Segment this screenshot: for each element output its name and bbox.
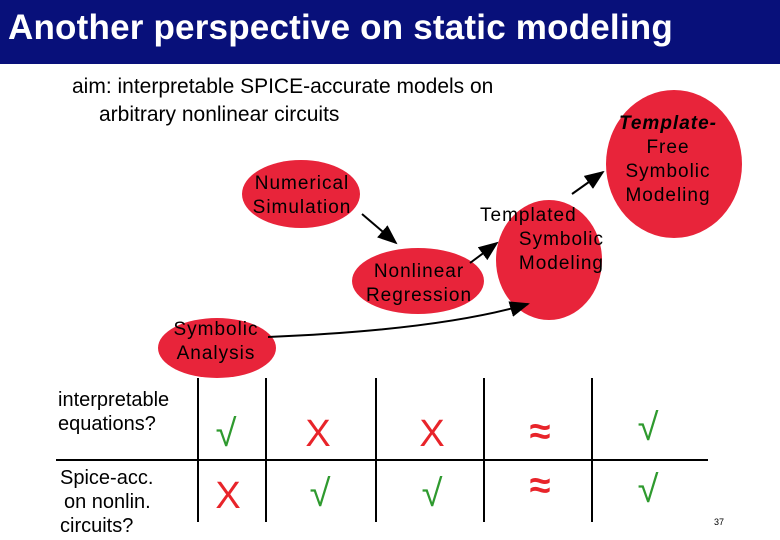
cross-mark: X <box>419 413 445 455</box>
approx-mark: ≈ <box>529 465 551 507</box>
slide-title: Another perspective on static modeling <box>8 8 673 47</box>
nonlinear-regression-label: Nonlinear Regression <box>365 261 473 306</box>
aim-line-1: aim: interpretable SPICE-accurate models on <box>72 75 494 98</box>
template-free-label: Template- Free Symbolic Modeling <box>618 113 718 206</box>
approx-mark: ≈ <box>529 411 551 453</box>
check-mark: √ <box>309 473 331 515</box>
templated-symbolic-label: Templated Symbolic Modeling <box>480 205 604 274</box>
cross-mark: X <box>305 413 331 455</box>
cross-mark: X <box>215 475 241 517</box>
check-mark: √ <box>215 413 237 455</box>
arrow-templated-to-templatefree <box>572 172 603 194</box>
question-spice-accurate: Spice-acc. on nonlin. circuits? <box>60 467 154 537</box>
check-mark: √ <box>421 473 443 515</box>
question-interpretable: interpretable equations? <box>58 389 170 435</box>
page-number: 37 <box>714 517 725 527</box>
aim-line-2: arbitrary nonlinear circuits <box>99 103 340 126</box>
arrow-analysis-to-templated <box>268 304 528 337</box>
numerical-simulation-label: Numerical Simulation <box>252 173 352 218</box>
check-mark: √ <box>637 469 659 511</box>
symbolic-analysis-label: Symbolic Analysis <box>173 319 259 364</box>
arrow-simulation-to-regression <box>362 214 396 243</box>
check-mark: √ <box>637 407 659 449</box>
